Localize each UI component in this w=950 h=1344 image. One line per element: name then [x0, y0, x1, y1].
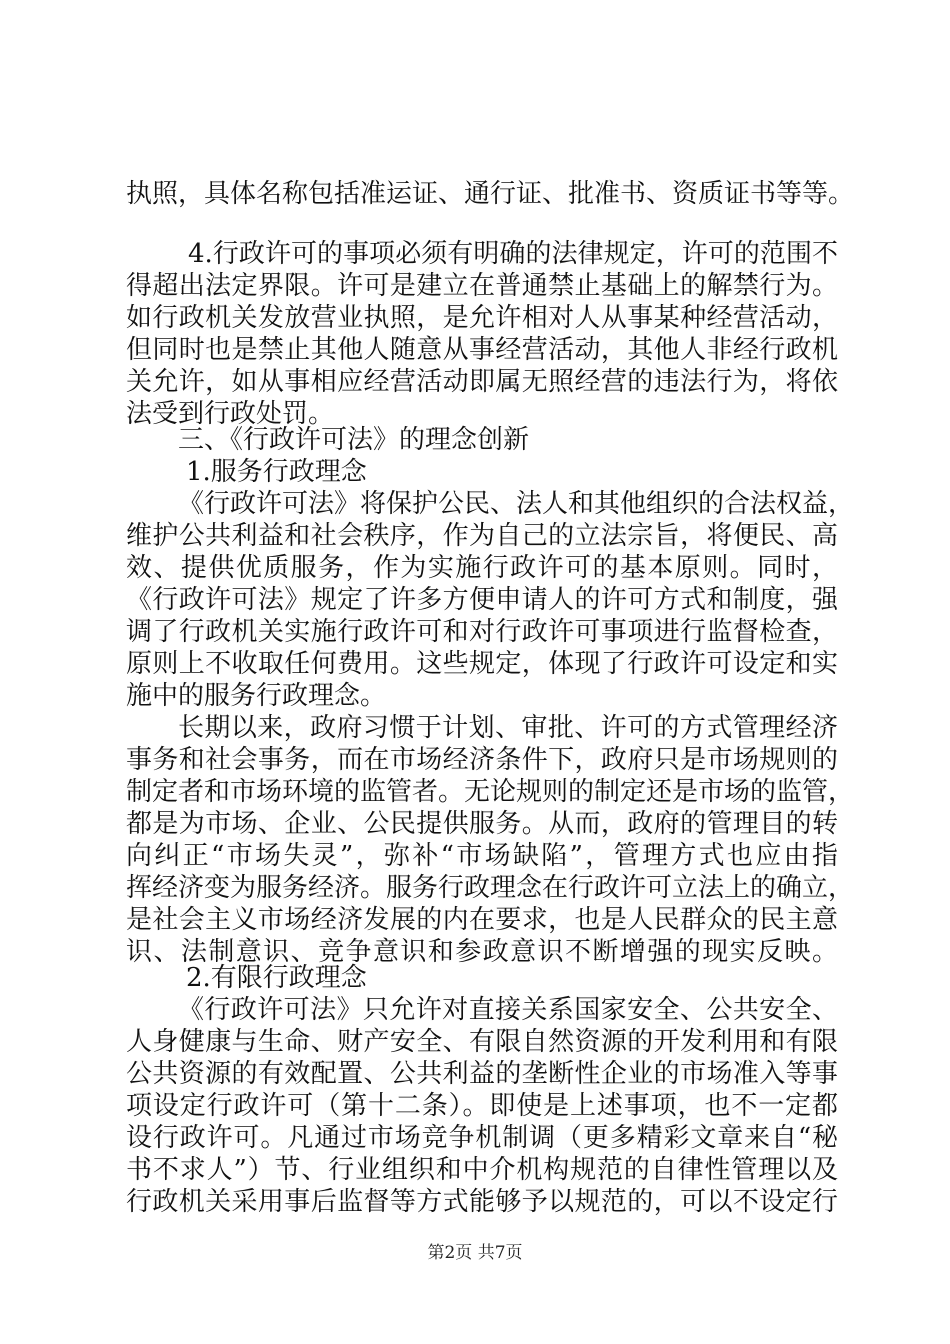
- text-line: 设行政许可。凡通过市场竞争机制调（更多精彩文章来自“秘: [126, 1123, 838, 1153]
- subsection-heading: 2.有限行政理念: [186, 963, 367, 993]
- text-line: 挥经济变为服务经济。服务行政理念在行政许可立法上的确立，: [126, 873, 855, 903]
- text-line: 项设定行政许可（第十二条）。即使是上述事项，也不一定都: [126, 1091, 838, 1121]
- text-line: 向纠正“市场失灵”，弥补“市场缺陷”，管理方式也应由指: [126, 841, 838, 871]
- text-line: 如行政机关发放营业执照，是允许相对人从事某种经营活动，: [126, 303, 838, 333]
- section-heading: 三、《行政许可法》的理念创新: [178, 425, 530, 455]
- text-line: 调了行政机关实施行政许可和对行政许可事项进行监督检查，: [126, 617, 838, 647]
- text-line: 效、提供优质服务，作为实施行政许可的基本原则。同时，: [126, 553, 838, 583]
- text-line: 长期以来，政府习惯于计划、审批、许可的方式管理经济: [178, 713, 838, 743]
- text-line: 关允许，如从事相应经营活动即属无照经营的违法行为，将依: [126, 367, 838, 397]
- text-line: 《行政许可法》只允许对直接关系国家安全、公共安全、: [178, 995, 838, 1025]
- text-line: 维护公共利益和社会秩序，作为自己的立法宗旨，将便民、高: [126, 521, 838, 551]
- text-line: 但同时也是禁止其他人随意从事经营活动，其他人非经行政机: [126, 335, 838, 365]
- text-line: 法受到行政处罚。: [126, 399, 335, 429]
- text-line: 都是为市场、企业、公民提供服务。从而，政府的管理目的转: [126, 809, 838, 839]
- text-line: 施中的服务行政理念。: [126, 681, 387, 711]
- subsection-heading: 1.服务行政理念: [186, 457, 367, 487]
- text-line: 人身健康与生命、财产安全、有限自然资源的开发利用和有限: [126, 1027, 838, 1057]
- page-footer: 第2页 共7页: [427, 1243, 523, 1263]
- text-line: 《行政许可法》将保护公民、法人和其他组织的合法权益，: [178, 489, 855, 519]
- text-line: 事务和社会事务，而在市场经济条件下，政府只是市场规则的: [126, 745, 838, 775]
- text-line: 原则上不收取任何费用。这些规定，体现了行政许可设定和实: [126, 649, 838, 679]
- text-line: 《行政许可法》规定了许多方便申请人的许可方式和制度，强: [126, 585, 838, 615]
- text-line: 识、法制意识、竞争意识和参政意识不断增强的现实反映。: [126, 937, 838, 967]
- text-line: 书不求人”）节、行业组织和中介机构规范的自律性管理以及: [126, 1155, 838, 1185]
- text-line: 制定者和市场环境的监管者。无论规则的制定还是市场的监管，: [126, 777, 855, 807]
- text-line: 4.行政许可的事项必须有明确的法律规定，许可的范围不: [188, 239, 838, 269]
- text-line: 是社会主义市场经济发展的内在要求，也是人民群众的民主意: [126, 905, 838, 935]
- text-line: 得超出法定界限。许可是建立在普通禁止基础上的解禁行为。: [126, 271, 838, 301]
- text-line: 公共资源的有效配置、公共利益的垄断性企业的市场准入等事: [126, 1059, 838, 1089]
- text-line: 执照，具体名称包括准运证、通行证、批准书、资质证书等等。: [126, 179, 855, 209]
- text-line: 行政机关采用事后监督等方式能够予以规范的，可以不设定行: [126, 1187, 838, 1217]
